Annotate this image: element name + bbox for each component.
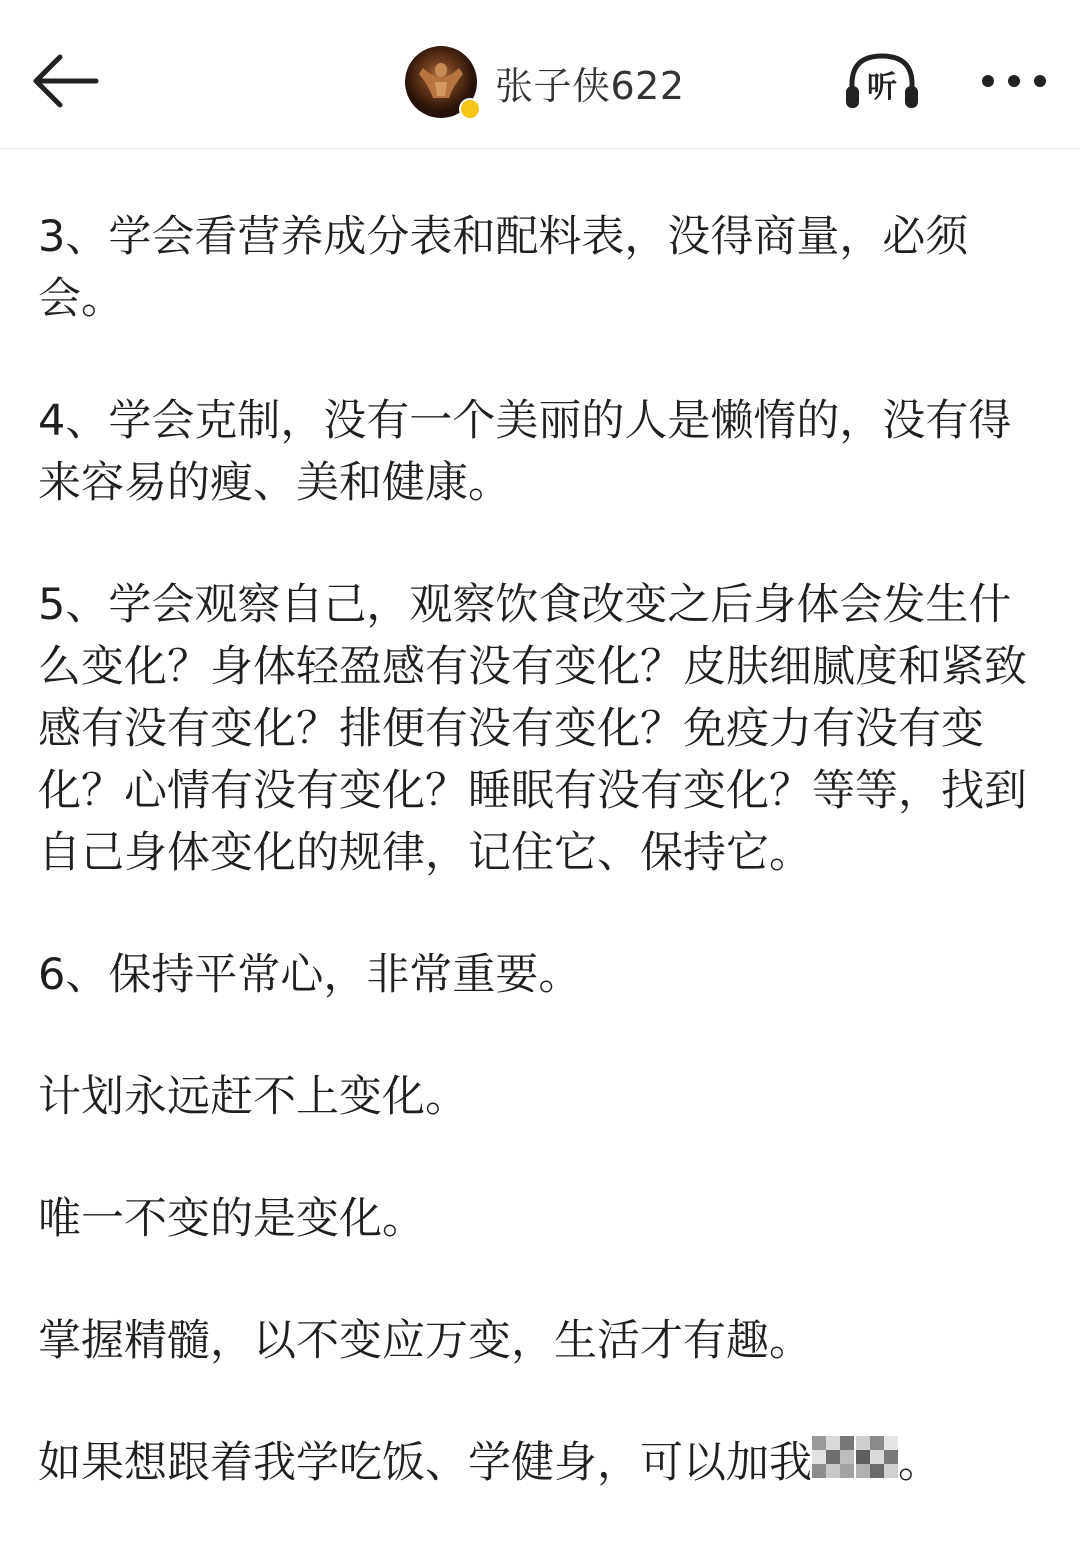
arrow-left-icon (28, 48, 100, 114)
paragraph-tip-3: 3、学会看营养成分表和配料表，没得商量，必须会。 (38, 212, 969, 324)
top-bar (0, 0, 1080, 149)
listen-button[interactable] (842, 48, 922, 114)
more-options-button[interactable] (974, 58, 1054, 104)
paragraph-essence: 掌握精髓，以不变应万变，生活才有趣。 (38, 1316, 812, 1366)
paragraph-contact (38, 1432, 1038, 1499)
verified-badge-icon (459, 98, 481, 120)
article-body (38, 206, 1038, 1559)
author-info[interactable] (405, 44, 685, 120)
paragraph-tip-5: 5、学会观察自己，观察饮食改变之后身体会发生什么变化？身体轻盈感有没有变化？皮肤细腻度和紧致感有没有变化？排便有没有变化？免疫力有没有变化？心情有没有变化？睡眠有没有变化？等等，找到自己身体变化的规律，记住它、保持它。 (38, 580, 1027, 878)
more-horizontal-icon (974, 58, 1054, 104)
paragraph-tip-6: 6、保持平常心，非常重要。 (38, 950, 582, 1000)
listen-label: 听 (867, 70, 897, 105)
paragraph-change: 唯一不变的是变化。 (38, 1194, 425, 1244)
contact-period: 。 (898, 1438, 941, 1488)
paragraph-tip-4: 4、学会克制，没有一个美丽的人是懒惰的，没有得来容易的瘦、美和健康。 (38, 396, 1012, 508)
contact-text: 如果想跟着我学吃饭、学健身，可以加我 (38, 1438, 812, 1488)
paragraph-plan: 计划永远赶不上变化。 (38, 1072, 468, 1122)
avatar[interactable] (405, 46, 477, 118)
back-button[interactable] (28, 48, 100, 114)
censored-mosaic (812, 1432, 898, 1499)
author-name[interactable]: 张子侠622 (495, 63, 685, 108)
